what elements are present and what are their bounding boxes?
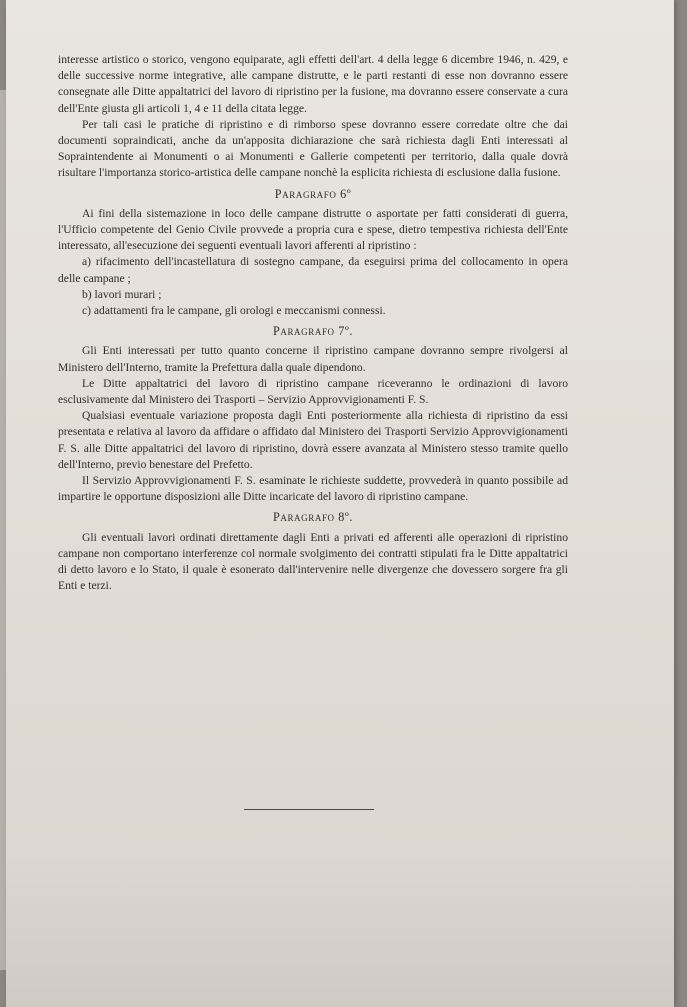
- paragraph-historic-bells: Per tali casi le pratiche di ripristino e di rimborso spese dovranno essere corredate oltre che dai documenti sopraindicati, anche da un'apposita dichiarazione che sarà richiesta dagli Enti interessati al Sopraintendente ai Monumenti o ai Monumenti e Gallerie competenti per territorio, dalla quale dovrà risultare l'importanza storico-artistica delle campane nonchè la esplicita richiesta di esclusione dalla fusione.: [58, 117, 568, 180]
- paragraph-6-body: Ai fini della sistemazione in loco delle campane distrutte o asportate per fatti considerati di guerra, l'Ufficio competente del Genio Civile provvede a propria cura e spese, dietro tempestiva richiesta dell'Ente interessato, all'esecuzione dei seguenti eventuali lavori afferenti al ripristino :: [58, 206, 568, 253]
- list-item-b: b) lavori murari ;: [82, 287, 162, 301]
- paragraph-7-body-3: Qualsiasi eventuale variazione proposta dagli Enti posteriormente alla richiesta di ripristino da essi presentata e relativa al lavoro da affidare o affidato dal Ministero dei Trasporti Servizio Approvvigionamenti F. S. alle Ditte appaltatrici del lavoro di ripristino, dovrà essere avanzata al Ministero stesso tramite quello dell'Interno, previo benestare del Prefetto.: [58, 409, 568, 471]
- document-body: [58, 52, 568, 595]
- heading-paragrafo-6: Paragrafo 6º: [274, 186, 352, 201]
- paragraph-7-body-4: Il Servizio Approvvigionamenti F. S. esaminate le richieste suddette, provvederà in quanto possibile ad impartire le opportune disposizioni alle Ditte incaricate del lavoro di ripristino campane.: [58, 474, 568, 504]
- closing-divider: [244, 809, 374, 810]
- paragraph-6-list: [58, 254, 568, 319]
- opening-paragraph: interesse artistico o storico, vengono equiparate, agli effetti dell'art. 4 della legge 6 dicembre 1946, n. 429, e delle successive norme integrative, alle campane distrutte, e le parti restanti di esse non dovranno essere consegnate alle Ditte appaltatrici del lavoro di ripristino per la fusione, ma dovranno essere conservate a cura dell'Ente giusta gli articoli 1, 4 e 11 della citata legge.: [58, 53, 568, 115]
- document-page: [6, 0, 674, 1007]
- paragraph-7-body-1: Gli Enti interessati per tutto quanto concerne il ripristino campane dovranno sempre rivolgersi al Ministero dell'Interno, tramite la Prefettura dalla quale dipendono.: [58, 344, 568, 374]
- list-item-c: c) adattamenti fra le campane, gli orologi e meccanismi connessi.: [82, 304, 386, 318]
- heading-paragrafo-8: Paragrafo 8º.: [272, 510, 354, 525]
- list-item-a: a) rifacimento dell'incastellatura di sostegno campane, da eseguirsi prima del collocamento in opera delle campane ;: [58, 255, 568, 285]
- heading-paragrafo-7: Paragrafo 7º.: [272, 324, 354, 339]
- paragraph-8-body: Gli eventuali lavori ordinati direttamente dagli Enti a privati ed afferenti alle operazioni di ripristino campane non comportano interferenze col normale svolgimento dei contratti stipulati fra le Ditte appaltatrici di detto lavoro e lo Stato, il quale è esonerato dall'intervenire nelle divergenze che dovessero sorgere fra gli Enti e terzi.: [58, 530, 568, 593]
- paragraph-7-body-2: Le Ditte appaltatrici del lavoro di ripristino campane riceveranno le ordinazioni di lavoro esclusivamente dal Ministero dei Trasporti – Servizio Approvvigionamenti F. S.: [58, 376, 568, 407]
